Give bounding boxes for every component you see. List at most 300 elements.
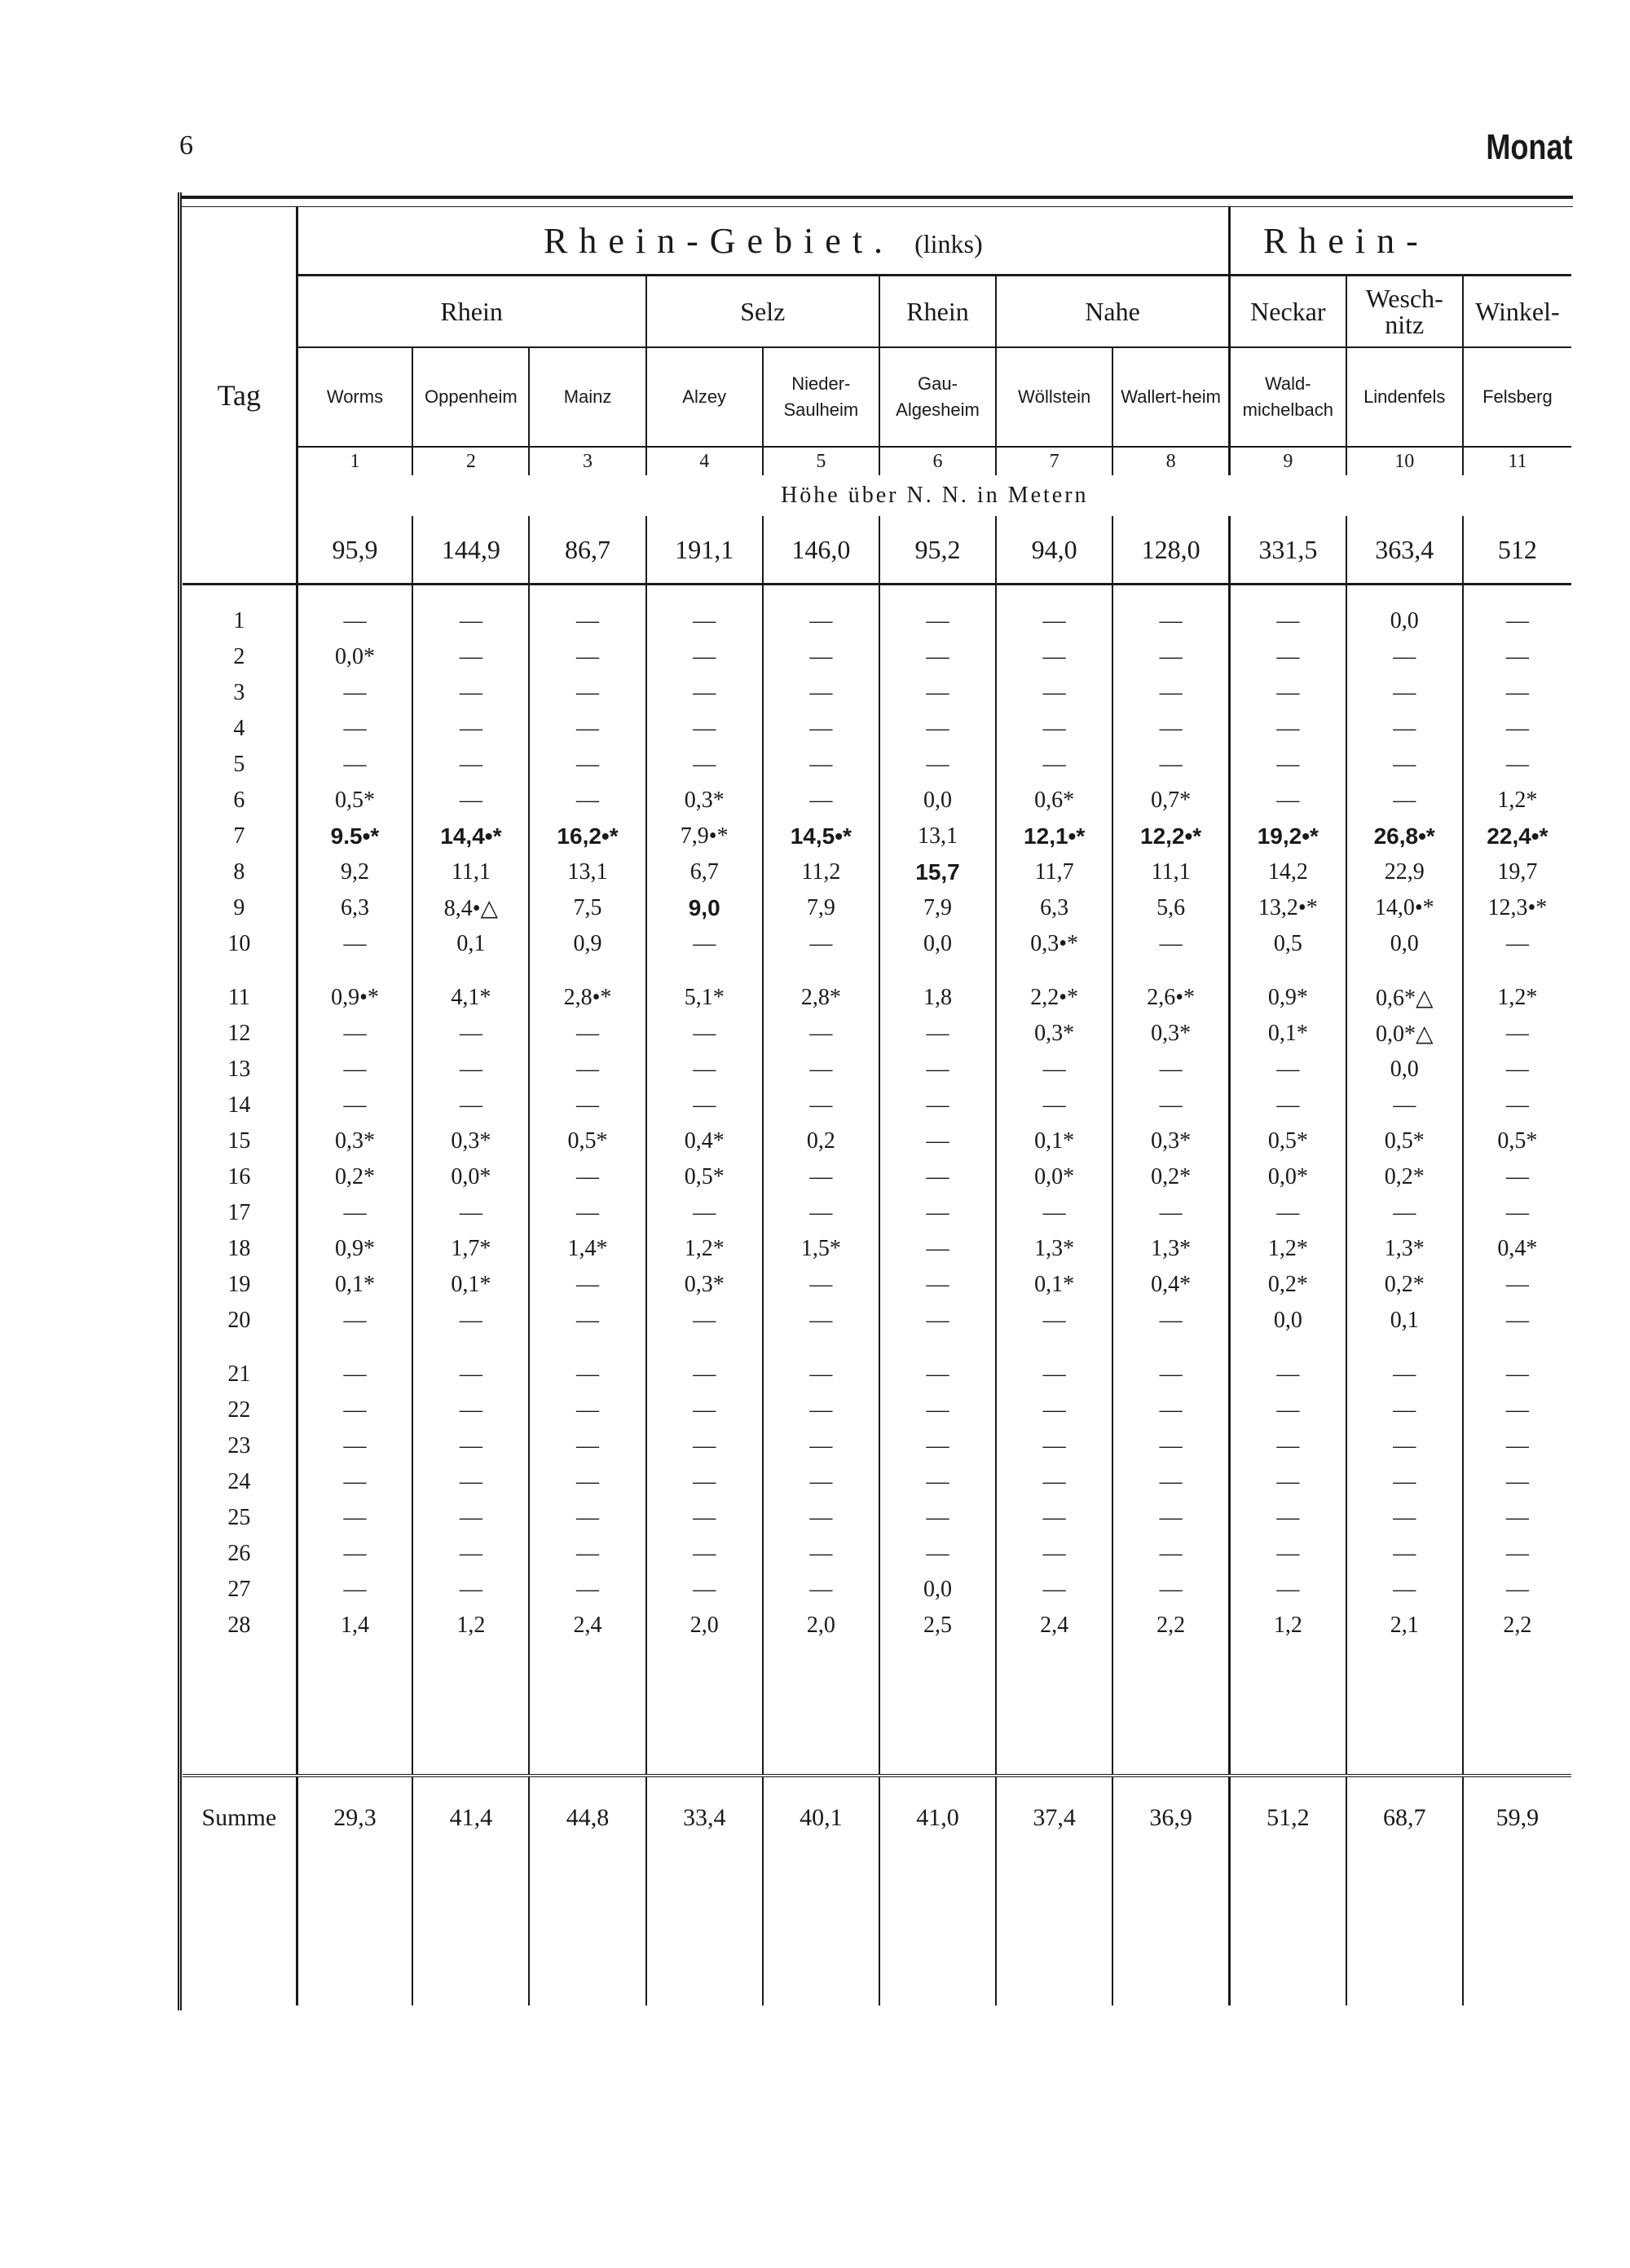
table-row (183, 747, 1571, 783)
precipitation-value: — (1505, 680, 1529, 705)
precipitation-value: — (529, 1016, 645, 1052)
region-right: Rhein- (1229, 207, 1571, 276)
column-number: 8 (1112, 447, 1229, 475)
summe-value: 68,7 (1346, 1776, 1463, 1859)
river-neckar: Neckar (1229, 276, 1346, 348)
station-name: Nieder-Saulheim (763, 347, 879, 447)
precipitation-value: — (763, 675, 879, 711)
precipitation-value: 0,3* (412, 1123, 529, 1159)
column-number: 4 (646, 447, 763, 475)
precipitation-value: 1,2* (646, 1231, 763, 1267)
spacer-cell (1463, 1644, 1571, 1776)
precipitation-value: 0,1 (1346, 1303, 1463, 1339)
spacer-cell (412, 1339, 529, 1357)
precipitation-value: 2,6•* (1112, 980, 1229, 1016)
precipitation-value: 0,0 (879, 926, 996, 962)
precipitation-value: 1,4* (529, 1231, 645, 1267)
day-number: 22 (183, 1392, 297, 1428)
precipitation-value: 11,7 (996, 854, 1112, 890)
precipitation-value: — (1346, 1088, 1463, 1123)
precipitation-value: — (996, 639, 1112, 675)
precipitation-value: 12,1•* (996, 819, 1112, 854)
table-row (183, 854, 1571, 890)
precipitation-value: 22,4•* (1487, 823, 1548, 849)
station-elevation: 144,9 (412, 516, 529, 585)
spacer-cell (996, 962, 1112, 980)
day-number: 21 (183, 1357, 297, 1392)
precipitation-value: 0,9* (297, 1231, 412, 1267)
precipitation-value: — (529, 1088, 645, 1123)
precipitation-value: 8,4•△ (412, 890, 529, 926)
precipitation-value: 6,3 (996, 890, 1112, 926)
precipitation-value: 22,9 (1346, 854, 1463, 890)
precipitation-value: — (529, 1464, 645, 1500)
precipitation-value: — (1229, 1500, 1346, 1536)
precipitation-value: — (1112, 1303, 1229, 1339)
precipitation-value: — (529, 639, 645, 675)
precipitation-value: — (1229, 639, 1346, 675)
precipitation-value: — (1346, 1536, 1463, 1572)
day-number: 28 (183, 1608, 297, 1644)
precipitation-value: — (996, 747, 1112, 783)
day-number: 20 (183, 1303, 297, 1339)
table-row (183, 819, 1571, 854)
precipitation-value: — (1229, 1052, 1346, 1088)
tag-header: Tag (183, 207, 297, 585)
precipitation-value: — (1505, 1057, 1529, 1082)
precipitation-value: — (996, 1500, 1112, 1536)
day-number: 19 (183, 1267, 297, 1303)
table-row (183, 1357, 1571, 1392)
day-number: 10 (183, 926, 297, 962)
day-number: 6 (183, 783, 297, 819)
precipitation-value: — (297, 1500, 412, 1536)
precipitation-value: 12,3•* (1487, 895, 1548, 920)
precipitation-value: 7,9 (763, 890, 879, 926)
precipitation-value: 6,3 (297, 890, 412, 926)
column-number: 3 (529, 447, 645, 475)
spacer-cell (1229, 1859, 1346, 2005)
summe-value: 37,4 (996, 1776, 1112, 1859)
spacer-cell (996, 1644, 1112, 1776)
precipitation-value: 2,0 (763, 1608, 879, 1644)
precipitation-value: — (1505, 608, 1529, 633)
precipitation-value: — (879, 1464, 996, 1500)
day-number: 18 (183, 1231, 297, 1267)
table-row (183, 1016, 1571, 1052)
precipitation-value: — (412, 639, 529, 675)
precipitation-value: — (996, 1464, 1112, 1500)
precipitation-value: 19,7 (1497, 859, 1538, 885)
precipitation-value: — (1229, 747, 1346, 783)
precipitation-value: — (646, 603, 763, 639)
spacer-cell (646, 1644, 763, 1776)
precipitation-value: 1,2* (1497, 788, 1538, 813)
precipitation-value: 13,2•* (1229, 890, 1346, 926)
precipitation-value: 0,0* (1229, 1159, 1346, 1195)
spacer-cell (1463, 585, 1571, 604)
top-rule (181, 196, 1573, 207)
precipitation-value: — (1112, 1088, 1229, 1123)
precipitation-value: — (763, 747, 879, 783)
precipitation-value: 2,5 (879, 1608, 996, 1644)
spacer-cell (763, 1644, 879, 1776)
river-rhein-2: Rhein (879, 276, 996, 348)
precipitation-value: 0,0 (1229, 1303, 1346, 1339)
column-number: 5 (763, 447, 879, 475)
precipitation-value: — (646, 1303, 763, 1339)
station-name: Oppenheim (412, 347, 529, 447)
table-row (183, 675, 1571, 711)
precipitation-value: 1,3* (996, 1231, 1112, 1267)
precipitation-value: 0,5* (1497, 1128, 1538, 1154)
precipitation-value: 1,5* (763, 1231, 879, 1267)
precipitation-value: 0,1* (297, 1267, 412, 1303)
precipitation-value: — (879, 639, 996, 675)
table-row (183, 1608, 1571, 1644)
precipitation-value: — (1505, 931, 1529, 956)
precipitation-value: — (763, 1267, 879, 1303)
precipitation-value: — (412, 1195, 529, 1231)
precipitation-value: — (529, 1357, 645, 1392)
precipitation-value: 9,0 (646, 890, 763, 926)
precipitation-value: — (297, 603, 412, 639)
spacer-cell (529, 1339, 645, 1357)
precipitation-value: 0,4* (646, 1123, 763, 1159)
precipitation-value: 1,4 (297, 1608, 412, 1644)
spacer-cell (297, 1859, 412, 2005)
precipitation-value: 0,1* (996, 1123, 1112, 1159)
precipitation-value: 0,6* (996, 783, 1112, 819)
spacer-cell (1229, 962, 1346, 980)
precipitation-value: — (297, 1195, 412, 1231)
precipitation-value: — (879, 1392, 996, 1428)
precipitation-value: 14,5•* (763, 819, 879, 854)
table-row (183, 1303, 1571, 1339)
precipitation-value: — (1112, 1572, 1229, 1608)
summe-value: 29,3 (297, 1776, 412, 1859)
station-name: Wallert-heim (1112, 347, 1229, 447)
precipitation-value: — (879, 1536, 996, 1572)
precipitation-value: — (646, 1572, 763, 1608)
spacer-cell (646, 1339, 763, 1357)
precipitation-value: — (879, 1088, 996, 1123)
precipitation-value: 0,5* (529, 1123, 645, 1159)
station-name: Wald-michelbach (1229, 347, 1346, 447)
table-row (183, 1159, 1571, 1195)
day-number: 8 (183, 854, 297, 890)
precipitation-value: — (646, 1357, 763, 1392)
precipitation-value: — (646, 1195, 763, 1231)
precipitation-value: 1,2 (412, 1608, 529, 1644)
precipitation-value: 0,0*△ (1346, 1016, 1463, 1052)
precipitation-value: — (412, 1392, 529, 1428)
day-number: 17 (183, 1195, 297, 1231)
precipitation-value: 0,2* (1346, 1267, 1463, 1303)
precipitation-value: — (529, 1159, 645, 1195)
spacer-cell (1463, 1859, 1571, 2005)
station-name: Mainz (529, 347, 645, 447)
river-selz: Selz (646, 276, 879, 348)
summe-value: 33,4 (646, 1776, 763, 1859)
precipitation-value: 0,5* (1229, 1123, 1346, 1159)
precipitation-value: — (529, 783, 645, 819)
day-number: 24 (183, 1464, 297, 1500)
precipitation-value: — (1229, 711, 1346, 747)
spacer-cell (879, 1339, 996, 1357)
precipitation-value: — (879, 1267, 996, 1303)
precipitation-value: — (1346, 1500, 1463, 1536)
spacer-cell (1229, 1644, 1346, 1776)
precipitation-value: — (529, 711, 645, 747)
precipitation-value: — (1112, 1536, 1229, 1572)
precipitation-value: — (529, 603, 645, 639)
spacer-cell (646, 585, 763, 604)
precipitation-value: 2,4 (996, 1608, 1112, 1644)
table-row (183, 1572, 1571, 1608)
precipitation-value: — (412, 1500, 529, 1536)
spacer-cell (412, 585, 529, 604)
precipitation-value: — (763, 1088, 879, 1123)
precipitation-value: — (1229, 783, 1346, 819)
precipitation-value: — (996, 1088, 1112, 1123)
day-number: 13 (183, 1052, 297, 1088)
day-number: 9 (183, 890, 297, 926)
precipitation-value: — (763, 783, 879, 819)
precipitation-value: — (996, 675, 1112, 711)
precipitation-value: — (297, 675, 412, 711)
spacer-cell (529, 585, 645, 604)
station-elevation: 512 (1463, 516, 1571, 585)
precipitation-value: — (996, 1195, 1112, 1231)
precipitation-value: — (996, 1392, 1112, 1428)
spacer-cell (879, 1644, 996, 1776)
precipitation-value: — (879, 1016, 996, 1052)
precipitation-value: — (1505, 1361, 1529, 1387)
day-number: 15 (183, 1123, 297, 1159)
precipitation-value: — (996, 1428, 1112, 1464)
precipitation-value: — (1346, 675, 1463, 711)
river-winkel: Winkel- (1463, 276, 1571, 348)
spacer-cell (297, 962, 412, 980)
precipitation-value: — (1112, 747, 1229, 783)
spacer-cell (646, 962, 763, 980)
precipitation-value: 1,8 (879, 980, 996, 1016)
precipitation-value: 0,2* (1346, 1159, 1463, 1195)
precipitation-value: — (1229, 1195, 1346, 1231)
precipitation-value: 0,3* (646, 783, 763, 819)
spacer-cell (763, 1859, 879, 2005)
precipitation-value: — (297, 1303, 412, 1339)
precipitation-value: 0,0 (879, 1572, 996, 1608)
table-row (183, 1392, 1571, 1428)
precipitation-value: — (1229, 1357, 1346, 1392)
precipitation-value: 2,8* (763, 980, 879, 1016)
precipitation-value: — (529, 1303, 645, 1339)
precipitation-value: — (1229, 603, 1346, 639)
precipitation-value: — (996, 1303, 1112, 1339)
precipitation-value: 5,6 (1112, 890, 1229, 926)
station-elevation: 86,7 (529, 516, 645, 585)
precipitation-value: — (297, 1392, 412, 1428)
precipitation-value: 0,4* (1112, 1267, 1229, 1303)
table-row (183, 1267, 1571, 1303)
summe-row (183, 1776, 1571, 1859)
precipitation-value: 9,2 (297, 854, 412, 890)
table-row (183, 1500, 1571, 1536)
precipitation-value: — (996, 603, 1112, 639)
precipitation-value: — (529, 1428, 645, 1464)
day-number: 25 (183, 1500, 297, 1536)
precipitation-value: 0,0* (297, 639, 412, 675)
precipitation-value: 11,1 (1112, 854, 1229, 890)
precipitation-value: 2,2 (1112, 1608, 1229, 1644)
precipitation-value: 15,7 (879, 854, 996, 890)
spacer-cell (1346, 1859, 1463, 2005)
precipitation-value: 2,2•* (996, 980, 1112, 1016)
precipitation-value: 0,0 (1346, 1052, 1463, 1088)
precipitation-value: — (879, 1357, 996, 1392)
precipitation-value: — (1229, 1088, 1346, 1123)
region-left-title: Rhein-Gebiet. (544, 220, 895, 261)
precipitation-value: 1,2* (1497, 985, 1538, 1010)
precipitation-value: 7,9•* (646, 819, 763, 854)
station-elevation: 94,0 (996, 516, 1112, 585)
precipitation-value: 2,2 (1503, 1613, 1532, 1638)
precipitation-value: 0,2* (297, 1159, 412, 1195)
spacer-cell (996, 585, 1112, 604)
spacer-cell (183, 1339, 297, 1357)
station-elevation: 95,2 (879, 516, 996, 585)
precipitation-value: 13,1 (879, 819, 996, 854)
precipitation-value: — (879, 1159, 996, 1195)
precipitation-value: 0,0 (1346, 926, 1463, 962)
precipitation-value: — (763, 1464, 879, 1500)
precipitation-value: — (763, 1536, 879, 1572)
table-row (183, 1536, 1571, 1572)
precipitation-value: 0,4* (1497, 1236, 1538, 1261)
spacer-cell (529, 1644, 645, 1776)
precipitation-value: 0,2 (763, 1123, 879, 1159)
river-nahe: Nahe (996, 276, 1229, 348)
precipitation-value: — (1505, 1308, 1529, 1333)
precipitation-value: — (412, 1016, 529, 1052)
precipitation-value: — (879, 1303, 996, 1339)
day-number: 7 (183, 819, 297, 854)
precipitation-value: — (996, 1052, 1112, 1088)
precipitation-value: — (412, 1464, 529, 1500)
precipitation-value: — (763, 711, 879, 747)
precipitation-value: — (879, 711, 996, 747)
precipitation-value: — (646, 926, 763, 962)
precipitation-value: 2,0 (646, 1608, 763, 1644)
page-heading: Monat (1486, 127, 1573, 167)
day-number: 14 (183, 1088, 297, 1123)
precipitation-value: — (297, 1428, 412, 1464)
precipitation-value: 0,5* (646, 1159, 763, 1195)
summe-value: 51,2 (1229, 1776, 1346, 1859)
station-elevation: 146,0 (763, 516, 879, 585)
table-row (183, 1088, 1571, 1123)
precipitation-value: — (763, 1016, 879, 1052)
station-elevation: 128,0 (1112, 516, 1229, 585)
precipitation-value: — (1112, 1052, 1229, 1088)
precipitation-value: 0,3* (646, 1267, 763, 1303)
precipitation-value: — (879, 1052, 996, 1088)
precipitation-value: — (412, 1303, 529, 1339)
summe-value: 41,0 (879, 1776, 996, 1859)
station-name: Lindenfels (1346, 347, 1463, 447)
precipitation-value: 14,4•* (412, 819, 529, 854)
spacer-cell (297, 1644, 412, 1776)
precipitation-value: — (1505, 1577, 1529, 1602)
precipitation-value: 16,2•* (529, 819, 645, 854)
precipitation-value: — (646, 1536, 763, 1572)
station-elevation: 331,5 (1229, 516, 1346, 585)
spacer-cell (1112, 1644, 1229, 1776)
precipitation-value: — (646, 747, 763, 783)
precipitation-value: — (646, 1052, 763, 1088)
precipitation-value: — (297, 1536, 412, 1572)
spacer-cell (412, 1644, 529, 1776)
station-name: Felsberg (1482, 386, 1553, 407)
precipitation-value: — (529, 1500, 645, 1536)
precipitation-value: — (1505, 1164, 1529, 1189)
column-number: 9 (1229, 447, 1346, 475)
day-number: 27 (183, 1572, 297, 1608)
precipitation-value: — (646, 1016, 763, 1052)
table-row (183, 783, 1571, 819)
precipitation-value: — (297, 1088, 412, 1123)
precipitation-value: 13,1 (529, 854, 645, 890)
day-number: 11 (183, 980, 297, 1016)
spacer-cell (879, 962, 996, 980)
precipitation-value: — (879, 1500, 996, 1536)
precipitation-value: — (1112, 639, 1229, 675)
day-number: 5 (183, 747, 297, 783)
precipitation-value: — (763, 639, 879, 675)
column-number: 1 (297, 447, 412, 475)
precipitation-value: 0,0 (879, 783, 996, 819)
precipitation-value: — (879, 1195, 996, 1231)
precipitation-value: — (1505, 1541, 1529, 1566)
river-weschnitz: Wesch-nitz (1346, 276, 1463, 348)
day-number: 2 (183, 639, 297, 675)
precipitation-value: — (646, 1500, 763, 1536)
day-number: 16 (183, 1159, 297, 1195)
precipitation-value: — (1346, 1392, 1463, 1428)
table-row (183, 980, 1571, 1016)
precipitation-value: — (763, 1303, 879, 1339)
precipitation-value: — (1229, 1464, 1346, 1500)
precipitation-value: — (1112, 1464, 1229, 1500)
precipitation-value: — (1346, 747, 1463, 783)
precipitation-value: — (1229, 1428, 1346, 1464)
precipitation-value: — (529, 1572, 645, 1608)
precipitation-value: 2,4 (529, 1608, 645, 1644)
day-number: 3 (183, 675, 297, 711)
precipitation-value: — (412, 1536, 529, 1572)
precipitation-value: — (1346, 1428, 1463, 1464)
spacer-cell (1346, 1339, 1463, 1357)
precipitation-value: — (646, 675, 763, 711)
precipitation-value: 1,2* (1229, 1231, 1346, 1267)
spacer-cell (1346, 585, 1463, 604)
precipitation-value: — (412, 1357, 529, 1392)
spacer-cell (763, 962, 879, 980)
precipitation-value: 11,2 (763, 854, 879, 890)
spacer-cell (1346, 962, 1463, 980)
